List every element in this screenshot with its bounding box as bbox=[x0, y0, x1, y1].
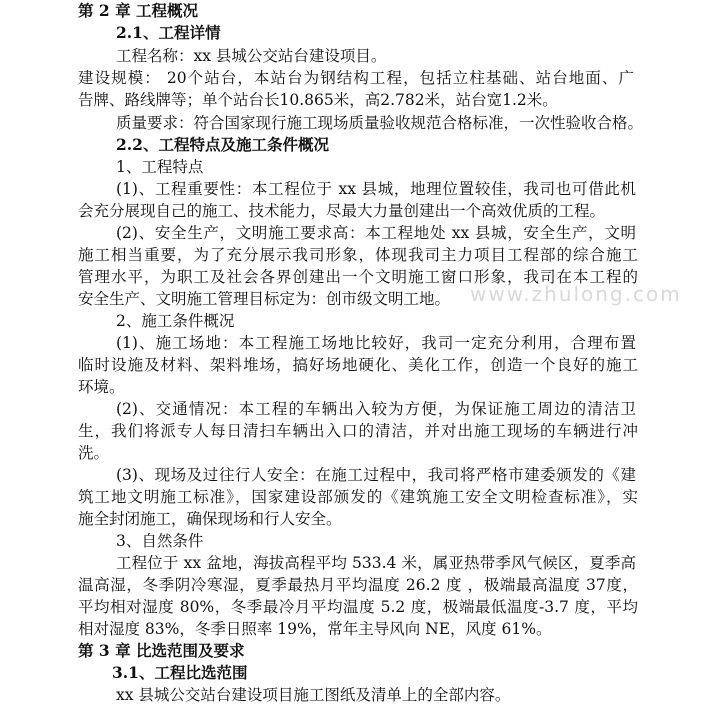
feature-2-line-2: 施工相当重要，为了充分展示我司形象，体现我司主力项目工程部的综合施工 bbox=[78, 246, 638, 264]
subsection-2-title: 2、施工条件概况 bbox=[116, 312, 235, 330]
section-2-1-title: 2.1、工程详情 bbox=[116, 23, 221, 42]
condition-1-line-3: 环境。 bbox=[78, 378, 125, 396]
feature-2-line-3: 管理水平，为职工及社会各界创建出一个文明施工窗口形象，我司在本工程的 bbox=[78, 268, 638, 286]
feature-2-line-4: 安全生产、文明施工管理目标定为：创市级文明工地。 bbox=[78, 290, 451, 308]
condition-1-line-1: (1)、施工场地：本工程施工场地比较好，我司一定充分利用，合理布置 bbox=[116, 334, 636, 352]
nature-line-2: 温高湿，冬季阴冷寒湿，夏季最热月平均温度 26.2 度 ，极端最高温度 37度， bbox=[78, 576, 638, 594]
condition-2-line-1: (2)、交通情况：本工程的车辆出入较为方便，为保证施工周边的清洁卫 bbox=[116, 400, 636, 418]
build-scale-line-2: 告牌、路线牌等；单个站台长10.865米，高2.782米，站台宽1.2米。 bbox=[78, 91, 558, 109]
condition-2-line-2: 生，我们将派专人每日清扫车辆出入口的清洁，并对出施工现场的车辆进行冲 bbox=[78, 422, 638, 440]
project-name: 工程名称：xx 县城公交站台建设项目。 bbox=[116, 47, 387, 65]
build-scale-line-1: 建设规模： 20个站台，本站台为钢结构工程，包括立柱基础、站台地面、广 bbox=[78, 69, 634, 87]
chapter-3-title: 第 3 章 比选范围及要求 bbox=[78, 641, 245, 660]
watermark: www.zhulong.com bbox=[470, 282, 682, 306]
condition-3-line-1: (3)、现场及过往行人安全：在施工过程中，我司将严格市建委颁发的《建 bbox=[116, 466, 636, 484]
subsection-3-title: 3、自然条件 bbox=[116, 532, 204, 550]
nature-line-4: 相对湿度 83%，冬季日照率 19%，常年主导风向 NE，风度 61%。 bbox=[78, 620, 552, 638]
chapter-2-title: 第 2 章 工程概况 bbox=[78, 1, 198, 20]
nature-line-3: 平均相对湿度 80%，冬季最冷月平均温度 5.2 度，极端最低温度-3.7 度，平均 bbox=[78, 598, 638, 616]
condition-2-line-3: 洗。 bbox=[78, 444, 110, 462]
quality-requirement: 质量要求：符合国家现行施工现场质量验收规范合格标准，一次性验收合格。 bbox=[116, 114, 644, 132]
section-3-1-title: 3.1、工程比选范围 bbox=[112, 663, 248, 682]
feature-1-line-2: 会充分展现自己的施工、技术能力，尽最大力量创建出一个高效优质的工程。 bbox=[78, 202, 606, 220]
nature-line-1: 工程位于 xx 盆地，海拔高程平均 533.4 米，属亚热带季风气候区，夏季高 bbox=[116, 554, 636, 572]
feature-2-line-1: (2)、安全生产，文明施工要求高：本工程地处 xx 县城，安全生产，文明 bbox=[116, 224, 636, 242]
feature-1-line-1: (1)、工程重要性：本工程位于 xx 县城，地理位置较佳，我司也可借此机 bbox=[116, 180, 636, 198]
condition-3-line-2: 筑工地文明施工标准》，国家建设部颁发的《建筑施工安全文明检查标准》，实 bbox=[78, 488, 638, 506]
condition-1-line-2: 临时设施及材料、架料堆场，搞好场地硬化、美化工作，创造一个良好的施工 bbox=[78, 356, 638, 374]
condition-3-line-3: 施全封闭施工，确保现场和行人安全。 bbox=[78, 510, 342, 528]
section-2-2-title: 2.2、工程特点及施工条件概况 bbox=[116, 135, 329, 154]
subsection-1-title: 1、工程特点 bbox=[116, 158, 204, 176]
scope-text: xx 县城公交站台建设项目施工图纸及清单上的全部内容。 bbox=[116, 686, 511, 704]
